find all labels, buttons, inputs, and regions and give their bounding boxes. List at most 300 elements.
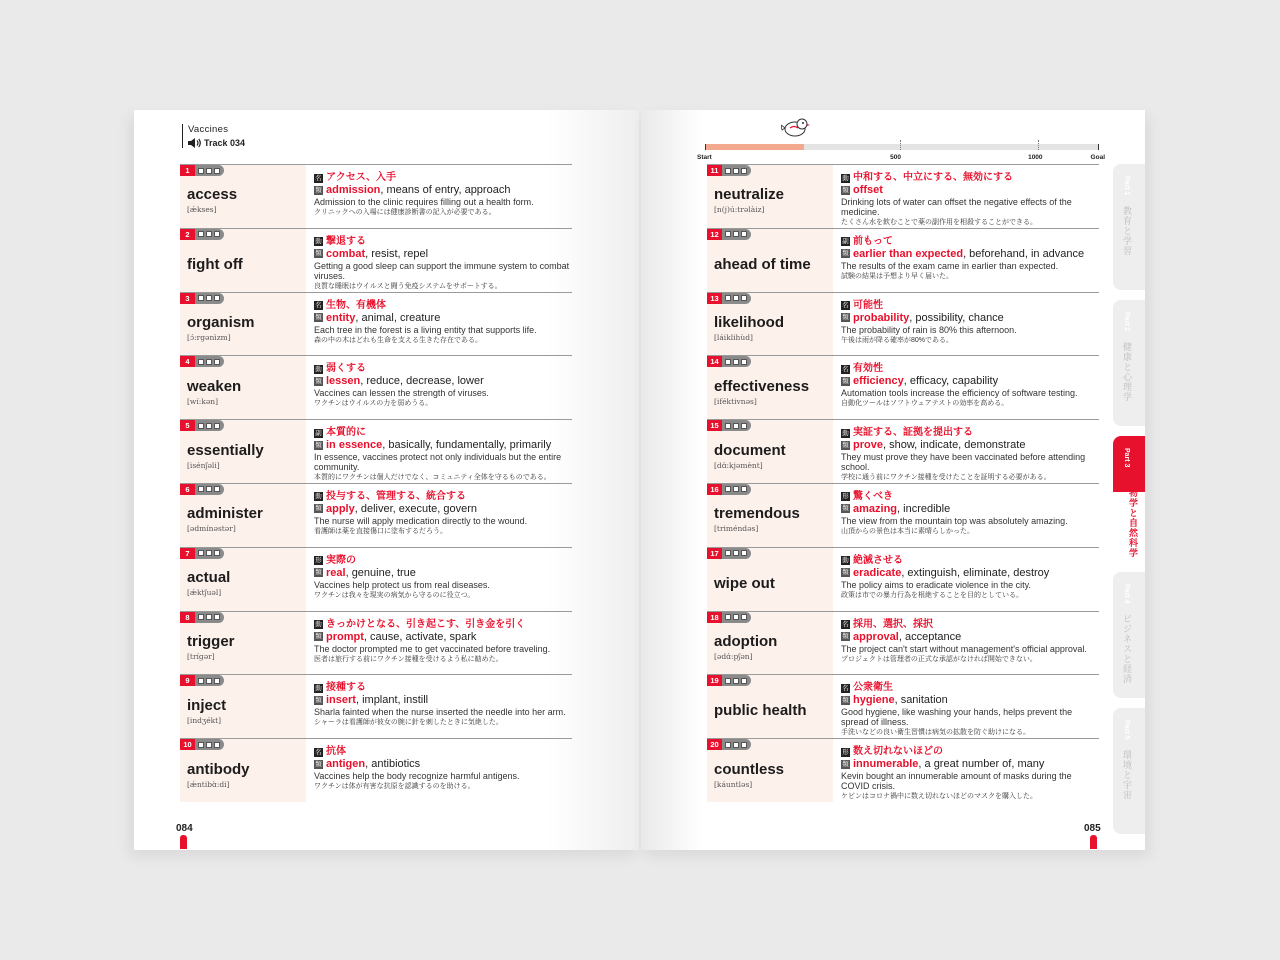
pronunciation: [triméndəs] bbox=[714, 524, 759, 534]
pronunciation: [láiklihùd] bbox=[714, 332, 753, 342]
vocab-entry bbox=[180, 292, 572, 356]
part-tab-title: 環境と宇宙 bbox=[1122, 750, 1132, 800]
jp-meaning: 数え切れないほどの bbox=[853, 746, 943, 758]
synonym-icon: 類 bbox=[315, 441, 322, 449]
entry-number: 6 bbox=[180, 484, 195, 495]
word-area bbox=[714, 165, 832, 228]
entry-list-left bbox=[180, 164, 572, 802]
synonym-icon: 類 bbox=[315, 250, 322, 258]
vocab-entry bbox=[707, 228, 1099, 292]
synonyms bbox=[326, 248, 428, 260]
other-synonyms: , basically, fundamentally, primarily bbox=[382, 439, 552, 452]
page-number-text: 084 bbox=[176, 823, 193, 834]
synonym-line bbox=[841, 758, 1099, 770]
synonym-line bbox=[314, 439, 572, 451]
example-translation: ワクチンは体が有害な抗原を認識するのを助ける。 bbox=[314, 783, 475, 791]
synonyms bbox=[853, 439, 1025, 451]
word-column bbox=[180, 739, 306, 802]
synonyms bbox=[853, 312, 1004, 324]
jp-meaning-line bbox=[841, 491, 1099, 503]
definition-column bbox=[314, 746, 572, 791]
word-column bbox=[707, 356, 833, 419]
example-sentence: Drinking lots of water can offset the negative effects of the medicine. bbox=[841, 197, 1072, 217]
synonyms bbox=[326, 184, 510, 196]
synonym-icon: 類 bbox=[842, 696, 849, 704]
vocab-entry bbox=[707, 292, 1099, 356]
vocab-entry bbox=[180, 738, 572, 802]
word-area bbox=[187, 612, 305, 675]
example-translation: 手洗いなどの良い衛生習慣は病気の拡散を防ぐ助けになる。 bbox=[841, 729, 1030, 737]
synonym-icon: 類 bbox=[842, 441, 849, 449]
pos-icon: 形 bbox=[842, 493, 849, 501]
jp-meaning-line bbox=[841, 682, 1099, 694]
entry-number: 3 bbox=[180, 293, 195, 304]
other-synonyms: , show, indicate, demonstrate bbox=[882, 439, 1026, 452]
jp-meaning-line bbox=[314, 555, 572, 567]
synonym-line bbox=[841, 694, 1099, 706]
progress-goal-label: Goal bbox=[1090, 154, 1105, 161]
entry-number: 9 bbox=[180, 675, 195, 686]
synonym-line bbox=[314, 503, 572, 515]
headword: ahead of time bbox=[714, 255, 811, 273]
definition-column bbox=[314, 555, 572, 600]
vocab-entry bbox=[180, 483, 572, 547]
synonyms bbox=[326, 758, 420, 770]
synonyms bbox=[853, 567, 1049, 579]
pos-icon: 名 bbox=[842, 684, 849, 692]
synonyms bbox=[326, 631, 476, 643]
example-sentence: The results of the exam came in earlier than expected. bbox=[841, 260, 1059, 271]
example-translation: クリニックへの入場には健康診断書の記入が必要である。 bbox=[314, 209, 496, 216]
vocab-entry bbox=[707, 355, 1099, 419]
right-page bbox=[641, 110, 1145, 850]
pronunciation: [ǽktʃuəl] bbox=[187, 588, 222, 598]
word-area bbox=[187, 548, 305, 611]
pronunciation: [n(j)ú:trəlàiz] bbox=[714, 205, 765, 215]
part-tab-label: Part 4 bbox=[1123, 584, 1130, 604]
example-sentence: The doctor prompted me to get vaccinated before traveling. bbox=[314, 643, 551, 654]
word-area bbox=[187, 420, 305, 483]
entry-number: 17 bbox=[707, 548, 722, 559]
entry-number: 19 bbox=[707, 675, 722, 686]
definition-column bbox=[841, 300, 1099, 345]
key-synonym: hygiene bbox=[853, 694, 895, 707]
pos-icon: 名 bbox=[842, 365, 849, 373]
synonym-icon: 類 bbox=[842, 760, 849, 768]
part-tab-2[interactable] bbox=[1113, 300, 1145, 426]
jp-meaning-line bbox=[314, 619, 572, 631]
page-marker bbox=[180, 835, 187, 849]
synonym-icon: 類 bbox=[842, 633, 849, 641]
synonym-line bbox=[314, 758, 572, 770]
synonym-line bbox=[314, 375, 572, 387]
definition-column bbox=[841, 236, 1099, 281]
example-translation: ケビンはコロナ禍中に数え切れないほどのマスクを購入した。 bbox=[841, 793, 1037, 801]
jp-meaning-line bbox=[841, 172, 1099, 184]
synonym-line bbox=[314, 694, 572, 706]
example-translation: 医者は旅行する前にワクチン接種を受けるよう私に勧めた。 bbox=[314, 655, 503, 663]
synonym-line bbox=[314, 631, 572, 643]
word-area bbox=[714, 420, 832, 483]
synonyms bbox=[326, 503, 477, 515]
jp-meaning: 実際の bbox=[326, 554, 356, 566]
jp-meaning-line bbox=[314, 491, 572, 503]
progress-tick-1000 bbox=[1038, 140, 1039, 150]
other-synonyms: , genuine, true bbox=[345, 566, 416, 579]
pronunciation: [dɑ́:kjəmènt] bbox=[714, 460, 763, 470]
key-synonym: probability bbox=[853, 311, 910, 324]
word-area bbox=[187, 484, 305, 547]
pronunciation: [ǽntibɑ̀:di] bbox=[187, 779, 230, 789]
example-sentence: Vaccines can lessen the strength of viruses. bbox=[314, 388, 489, 399]
word-column bbox=[180, 165, 306, 228]
pos-icon: 副 bbox=[842, 238, 849, 246]
word-column bbox=[180, 612, 306, 675]
example-sentence: Each tree in the forest is a living entity that supports life. bbox=[314, 324, 537, 335]
part-tab-label: Part 1 bbox=[1123, 176, 1130, 196]
example-sentence: They must prove they have been vaccinated before attending school. bbox=[841, 452, 1086, 473]
synonym-line bbox=[841, 312, 1099, 324]
definition-column bbox=[841, 746, 1099, 801]
entry-number: 7 bbox=[180, 548, 195, 559]
pos-icon: 形 bbox=[842, 748, 849, 756]
example-sentence: Good hygiene, like washing your hands, helps prevent the spread of illness. bbox=[841, 707, 1073, 728]
example-sentence: The policy aims to eradicate violence in the city. bbox=[841, 579, 1031, 590]
synonym-line bbox=[841, 184, 1099, 196]
part-tab-title: ビジネスと経済 bbox=[1122, 614, 1132, 684]
page-marker bbox=[1090, 835, 1097, 849]
synonym-line bbox=[314, 248, 572, 260]
vocab-entry bbox=[180, 547, 572, 611]
key-synonym: insert bbox=[326, 694, 356, 707]
other-synonyms: , reduce, decrease, lower bbox=[360, 375, 484, 388]
headword: likelihood bbox=[714, 313, 785, 331]
jp-meaning: 接種する bbox=[326, 682, 366, 694]
vocab-entry bbox=[707, 419, 1099, 483]
headword: trigger bbox=[187, 632, 235, 650]
example-translation: 政策は市での暴力行為を根絶することを目的としている。 bbox=[841, 591, 1023, 599]
jp-meaning-line bbox=[314, 172, 572, 184]
jp-meaning: 弱くする bbox=[326, 363, 366, 375]
word-area bbox=[714, 484, 832, 547]
jp-meaning-line bbox=[314, 746, 572, 758]
jp-meaning-line bbox=[314, 363, 572, 375]
entry-number: 8 bbox=[180, 612, 195, 623]
key-synonym: lessen bbox=[326, 375, 361, 388]
pronunciation: [indʒékt] bbox=[187, 715, 222, 725]
jp-meaning: 有効性 bbox=[853, 363, 883, 375]
pos-icon: 動 bbox=[315, 684, 322, 692]
word-column bbox=[707, 675, 833, 738]
synonyms bbox=[853, 758, 1044, 770]
jp-meaning-line bbox=[314, 236, 572, 248]
pos-icon: 動 bbox=[315, 365, 322, 373]
vocab-entry bbox=[180, 164, 572, 228]
definition-column bbox=[841, 555, 1099, 600]
synonym-icon: 類 bbox=[842, 250, 849, 258]
definition-column bbox=[841, 619, 1099, 664]
key-synonym: approval bbox=[853, 630, 899, 643]
jp-meaning-line bbox=[841, 363, 1099, 375]
example-translation: 学校に通う前にワクチン接種を受けたことを証明する必要がある。 bbox=[841, 474, 1051, 482]
vocab-entry bbox=[707, 547, 1099, 611]
synonyms bbox=[326, 312, 440, 324]
synonym-icon: 類 bbox=[842, 314, 849, 322]
entry-number: 5 bbox=[180, 420, 195, 431]
headword: essentially bbox=[187, 441, 264, 459]
synonym-line bbox=[314, 312, 572, 324]
jp-meaning: 公衆衛生 bbox=[853, 682, 893, 694]
pos-icon: 動 bbox=[315, 621, 322, 629]
key-synonym: combat bbox=[326, 247, 366, 260]
example-sentence: The view from the mountain top was absolutely amazing. bbox=[841, 515, 1068, 526]
other-synonyms: , a great number of, many bbox=[918, 758, 1045, 771]
headword: document bbox=[714, 441, 786, 459]
synonym-icon: 類 bbox=[315, 377, 322, 385]
jp-meaning: 実証する、証拠を提出する bbox=[853, 427, 973, 439]
word-area bbox=[187, 165, 305, 228]
jp-meaning: 絶滅させる bbox=[853, 554, 903, 566]
vocab-entry bbox=[180, 355, 572, 419]
jp-meaning: 可能性 bbox=[853, 299, 883, 311]
word-column bbox=[707, 548, 833, 611]
word-column bbox=[180, 229, 306, 292]
key-synonym: antigen bbox=[326, 758, 366, 771]
example-translation: 看護師は薬を直接傷口に塗布するだろう。 bbox=[314, 527, 447, 535]
key-synonym: earlier than expected bbox=[853, 247, 964, 260]
jp-meaning-line bbox=[314, 427, 572, 439]
other-synonyms: , antibiotics bbox=[365, 758, 421, 771]
definition-column bbox=[314, 491, 572, 536]
jp-meaning-line bbox=[314, 300, 572, 312]
word-area bbox=[714, 229, 832, 292]
entry-number: 10 bbox=[180, 739, 195, 750]
example-translation: たくさん水を飲むことで薬の副作用を相殺することができる。 bbox=[841, 219, 1037, 226]
entry-number: 11 bbox=[707, 165, 722, 176]
synonym-line bbox=[841, 439, 1099, 451]
key-synonym: eradicate bbox=[853, 566, 902, 579]
example-translation: シャーラは看護師が彼女の腕に針を刺したときに気絶した。 bbox=[314, 719, 503, 727]
pronunciation: [trígər] bbox=[187, 651, 215, 661]
example-translation: 良質な睡眠はウイルスと闘う免疫システムをサポートする。 bbox=[314, 282, 502, 290]
synonyms bbox=[853, 184, 883, 196]
audio-track[interactable] bbox=[188, 138, 245, 148]
pos-icon: 動 bbox=[315, 238, 322, 246]
synonym-icon: 類 bbox=[315, 760, 322, 768]
word-area bbox=[187, 293, 305, 356]
synonym-line bbox=[841, 631, 1099, 643]
progress-500-label: 500 bbox=[890, 154, 902, 161]
synonyms bbox=[853, 694, 948, 706]
word-column bbox=[180, 293, 306, 356]
example-translation: プロジェクトは管理者の正式な承認がなければ開始できない。 bbox=[841, 655, 1037, 663]
synonym-line bbox=[841, 375, 1099, 387]
key-synonym: apply bbox=[326, 502, 355, 515]
example-sentence: The project can't start without management's official approval. bbox=[841, 643, 1087, 654]
example-sentence: The nurse will apply medication directly to the wound. bbox=[314, 515, 528, 526]
jp-meaning: きっかけとなる、引き起こす、引き金を引く bbox=[326, 618, 526, 630]
definition-column bbox=[841, 172, 1099, 227]
word-column bbox=[180, 548, 306, 611]
key-synonym: in essence bbox=[326, 439, 383, 452]
other-synonyms: , acceptance bbox=[898, 630, 962, 643]
other-synonyms: , incredible bbox=[897, 502, 951, 515]
jp-meaning-line bbox=[841, 300, 1099, 312]
headword: neutralize bbox=[714, 186, 785, 204]
progress-tracker bbox=[697, 140, 1105, 164]
vocab-entry bbox=[707, 164, 1099, 228]
key-synonym: offset bbox=[853, 184, 883, 196]
pos-icon: 動 bbox=[842, 174, 849, 182]
vocab-entry bbox=[180, 419, 572, 483]
synonyms bbox=[853, 631, 961, 643]
example-sentence: Sharla fainted when the nurse inserted the needle into her arm. bbox=[314, 707, 566, 718]
headword: access bbox=[187, 186, 238, 204]
page-header bbox=[182, 124, 245, 148]
jp-meaning: 抗体 bbox=[326, 746, 346, 758]
word-area bbox=[187, 356, 305, 419]
part-tab-1[interactable] bbox=[1113, 164, 1145, 290]
vocab-entry bbox=[707, 674, 1099, 738]
speaker-icon bbox=[188, 138, 201, 148]
key-synonym: prove bbox=[853, 439, 883, 452]
headword: inject bbox=[187, 696, 227, 714]
definition-column bbox=[314, 363, 572, 408]
word-column bbox=[180, 675, 306, 738]
jp-meaning: 撃退する bbox=[326, 235, 366, 247]
vocab-entry bbox=[707, 738, 1099, 802]
other-synonyms: , cause, activate, spark bbox=[363, 630, 477, 643]
synonym-line bbox=[841, 503, 1099, 515]
jp-meaning: 採用、選択、採択 bbox=[853, 618, 933, 630]
definition-column bbox=[314, 172, 572, 217]
example-translation: ワクチンは我々を現実の病気から守るのに役立つ。 bbox=[314, 591, 475, 599]
word-column bbox=[707, 229, 833, 292]
word-column bbox=[180, 356, 306, 419]
word-column bbox=[707, 165, 833, 228]
entry-number: 12 bbox=[707, 229, 722, 240]
synonym-icon: 類 bbox=[842, 377, 849, 385]
key-synonym: innumerable bbox=[853, 758, 919, 771]
word-area bbox=[187, 739, 305, 802]
pos-icon: 形 bbox=[315, 557, 322, 565]
example-translation: 山頂からの景色は本当に素晴らしかった。 bbox=[841, 527, 974, 535]
definition-column bbox=[841, 427, 1099, 482]
word-area bbox=[714, 675, 832, 738]
vocab-entry bbox=[180, 611, 572, 675]
word-area bbox=[187, 229, 305, 292]
word-column bbox=[707, 484, 833, 547]
jp-meaning: 生物、有機体 bbox=[326, 299, 386, 311]
pronunciation: [ɔ́:rgənìzm] bbox=[187, 332, 231, 342]
pronunciation: [káuntləs] bbox=[714, 779, 753, 789]
jp-meaning: 中和する、中立にする、無効にする bbox=[853, 172, 1013, 183]
part-tab-3[interactable] bbox=[1113, 436, 1145, 562]
pos-icon: 名 bbox=[315, 748, 322, 756]
part-tab-4[interactable] bbox=[1113, 572, 1145, 698]
word-area bbox=[714, 356, 832, 419]
pos-icon: 副 bbox=[315, 429, 322, 437]
page-number-text: 085 bbox=[1084, 823, 1101, 834]
example-sentence: Getting a good sleep can support the immune system to combat viruses. bbox=[314, 260, 570, 281]
example-translation: 午後は雨が降る確率が80%である。 bbox=[841, 336, 954, 344]
synonym-icon: 類 bbox=[842, 186, 849, 194]
example-sentence: Kevin bought an innumerable amount of masks during the COVID crisis. bbox=[841, 771, 1072, 792]
entry-number: 15 bbox=[707, 420, 722, 431]
part-tab-label: Part 3 bbox=[1123, 448, 1130, 468]
example-translation: ワクチンはウイルスの力を弱めうる。 bbox=[314, 400, 433, 408]
entry-number: 16 bbox=[707, 484, 722, 495]
headword: organism bbox=[187, 313, 255, 331]
vocab-entry bbox=[707, 483, 1099, 547]
other-synonyms: , animal, creature bbox=[355, 311, 441, 324]
key-synonym: amazing bbox=[853, 502, 898, 515]
word-area bbox=[187, 675, 305, 738]
other-synonyms: , efficacy, capability bbox=[903, 375, 999, 388]
entry-number: 4 bbox=[180, 356, 195, 367]
pos-icon: 名 bbox=[842, 302, 849, 310]
synonyms bbox=[326, 375, 484, 387]
other-synonyms: , sanitation bbox=[894, 694, 948, 707]
example-translation: 自動化ツールはソフトウェアテストの効率を高める。 bbox=[841, 400, 1009, 408]
headword: antibody bbox=[187, 760, 250, 778]
definition-column bbox=[841, 682, 1099, 737]
jp-meaning: 驚くべき bbox=[853, 490, 893, 502]
synonym-icon: 類 bbox=[315, 569, 322, 577]
word-column bbox=[707, 739, 833, 802]
pos-icon: 動 bbox=[842, 557, 849, 565]
headword: effectiveness bbox=[714, 377, 810, 395]
headword: administer bbox=[187, 505, 263, 523]
jp-meaning-line bbox=[314, 682, 572, 694]
pos-icon: 名 bbox=[842, 621, 849, 629]
synonyms bbox=[853, 375, 998, 387]
key-synonym: entity bbox=[326, 311, 356, 324]
example-sentence: Automation tools increase the efficiency of software testing. bbox=[841, 388, 1078, 399]
synonym-icon: 類 bbox=[315, 505, 322, 513]
synonym-line bbox=[841, 248, 1099, 260]
vocab-entry bbox=[180, 674, 572, 738]
key-synonym: admission bbox=[326, 184, 381, 196]
synonyms bbox=[853, 503, 950, 515]
pronunciation: [ədmínəstər] bbox=[187, 524, 236, 534]
jp-meaning: 本質的に bbox=[326, 427, 366, 439]
entry-number: 20 bbox=[707, 739, 722, 750]
part-tab-title: 健康と心理学 bbox=[1122, 342, 1132, 402]
word-column bbox=[707, 293, 833, 356]
headword: actual bbox=[187, 569, 231, 587]
other-synonyms: , beforehand, in advance bbox=[963, 247, 1085, 260]
example-sentence: The probability of rain is 80% this afternoon. bbox=[841, 324, 1017, 335]
entry-number: 1 bbox=[180, 165, 195, 176]
synonym-icon: 類 bbox=[315, 186, 322, 194]
part-tab-5[interactable] bbox=[1113, 708, 1145, 834]
other-synonyms: , means of entry, approach bbox=[380, 184, 511, 196]
example-sentence: Vaccines help protect us from real diseases. bbox=[314, 579, 490, 590]
example-sentence: In essence, vaccines protect not only individuals but the entire community. bbox=[314, 452, 562, 473]
pos-icon: 名 bbox=[315, 174, 322, 182]
word-column bbox=[180, 420, 306, 483]
synonyms bbox=[326, 694, 428, 706]
example-sentence: Vaccines help the body recognize harmful antigens. bbox=[314, 771, 520, 782]
entry-number: 2 bbox=[180, 229, 195, 240]
synonym-icon: 類 bbox=[842, 569, 849, 577]
synonyms bbox=[853, 248, 1084, 260]
word-column bbox=[180, 484, 306, 547]
pronunciation: [iféktivnəs] bbox=[714, 396, 757, 406]
synonym-icon: 類 bbox=[315, 314, 322, 322]
headword: tremendous bbox=[714, 505, 800, 523]
